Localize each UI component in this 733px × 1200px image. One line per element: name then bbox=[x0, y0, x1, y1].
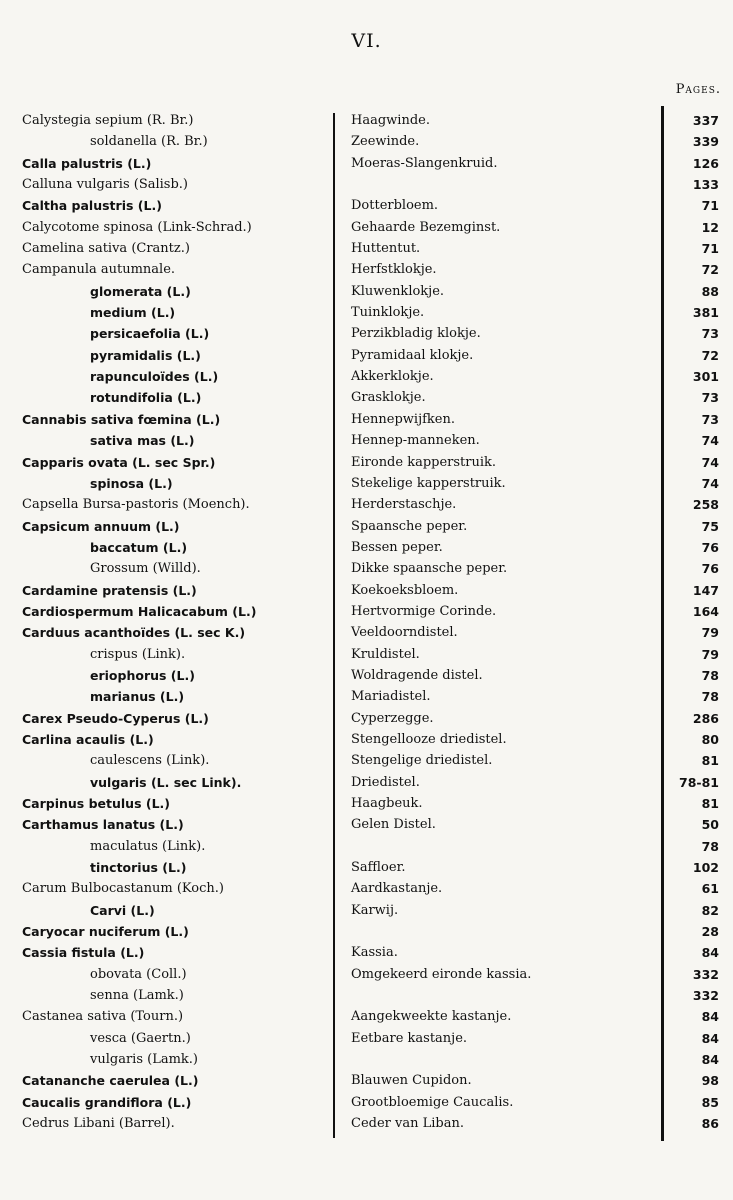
latin-name: vulgaris (Lamk.) bbox=[90, 1052, 198, 1068]
page-reference: 78 bbox=[701, 838, 719, 854]
page-reference: 72 bbox=[701, 347, 719, 363]
dutch-name: Herderstaschje. bbox=[351, 497, 457, 513]
page-reference: 73 bbox=[701, 326, 719, 342]
latin-name: vesca (Gaertn.) bbox=[90, 1030, 191, 1046]
latin-name: maculatus (Link). bbox=[90, 838, 206, 854]
index-row bbox=[0, 323, 733, 344]
page-number: VI. bbox=[351, 30, 382, 52]
dutch-name: Ceder van Liban. bbox=[351, 1116, 464, 1132]
dutch-name: Stengelige driedistel. bbox=[351, 753, 493, 769]
dutch-name: Koekoeksbloem. bbox=[351, 582, 459, 598]
dutch-name: Aardkastanje. bbox=[351, 881, 443, 897]
index-row bbox=[0, 942, 733, 963]
dutch-name: Gehaarde Bezemginst. bbox=[351, 219, 501, 235]
dutch-name: Veeldoorndistel. bbox=[351, 625, 458, 641]
dutch-name: Stekelige kapperstruik. bbox=[351, 475, 506, 491]
index-row bbox=[0, 814, 733, 835]
index-row bbox=[0, 430, 733, 451]
page-reference: 74 bbox=[701, 475, 719, 491]
latin-name: senna (Lamk.) bbox=[90, 988, 184, 1004]
page-reference: 71 bbox=[701, 241, 719, 257]
dutch-name: Blauwen Cupidon. bbox=[351, 1073, 472, 1089]
latin-name: Calystegia sepium (R. Br.) bbox=[22, 113, 194, 128]
dutch-name: Karwij. bbox=[351, 902, 399, 918]
index-row bbox=[0, 836, 733, 857]
latin-name: sativa mas (L.) bbox=[90, 433, 195, 449]
latin-name: Catananche caerulea (L.) bbox=[22, 1073, 199, 1089]
page-reference: 82 bbox=[701, 902, 719, 918]
index-row bbox=[0, 772, 733, 793]
latin-name: soldanella (R. Br.) bbox=[90, 134, 208, 150]
latin-name: medium (L.) bbox=[90, 305, 176, 321]
page-reference: 147 bbox=[692, 582, 719, 598]
page-reference: 381 bbox=[692, 305, 719, 321]
page-reference: 72 bbox=[701, 262, 719, 278]
page-reference: 98 bbox=[701, 1073, 719, 1089]
latin-name: Caucalis grandiflora (L.) bbox=[22, 1094, 192, 1110]
index-row bbox=[0, 558, 733, 579]
page-reference: 78-81 bbox=[679, 774, 719, 790]
latin-name: marianus (L.) bbox=[90, 689, 185, 705]
page-reference: 85 bbox=[701, 1094, 719, 1110]
dutch-name: Grootbloemige Caucalis. bbox=[351, 1094, 514, 1110]
latin-name: Cedrus Libani (Barrel). bbox=[22, 1116, 175, 1132]
index-row bbox=[0, 473, 733, 494]
page-reference: 88 bbox=[701, 283, 719, 299]
page-reference: 286 bbox=[692, 710, 719, 726]
latin-name: rotundifolia (L.) bbox=[90, 390, 202, 406]
latin-name: Calla palustris (L.) bbox=[22, 155, 152, 171]
index-row bbox=[0, 644, 733, 665]
index-row bbox=[0, 964, 733, 985]
latin-name: Carlina acaulis (L.) bbox=[22, 731, 154, 747]
dutch-name: Zeewinde. bbox=[351, 134, 420, 150]
index-row bbox=[0, 452, 733, 473]
index-row bbox=[0, 302, 733, 323]
dutch-name: Hennepwijfken. bbox=[351, 411, 455, 427]
latin-name: Campanula autumnale. bbox=[22, 262, 176, 278]
index-row bbox=[0, 1006, 733, 1027]
page-reference: 84 bbox=[701, 1052, 719, 1068]
index-row bbox=[0, 1113, 733, 1134]
latin-name: Capsella Bursa-pastoris (Moench). bbox=[22, 497, 250, 513]
dutch-name: Woldragende distel. bbox=[351, 667, 483, 683]
page-reference: 86 bbox=[701, 1116, 719, 1132]
dutch-name: Pyramidaal klokje. bbox=[351, 347, 474, 363]
index-row bbox=[0, 1049, 733, 1070]
index-row bbox=[0, 750, 733, 771]
latin-name: crispus (Link). bbox=[90, 646, 186, 662]
dutch-name: Haagwinde. bbox=[351, 113, 430, 128]
latin-name: baccatum (L.) bbox=[90, 539, 188, 555]
page-reference: 339 bbox=[692, 134, 719, 150]
dutch-name: Kruldistel. bbox=[351, 646, 420, 662]
index-row bbox=[0, 857, 733, 878]
page-reference: 76 bbox=[701, 539, 719, 555]
page-reference: 337 bbox=[692, 113, 719, 128]
page-reference: 50 bbox=[701, 817, 719, 833]
page-reference: 61 bbox=[701, 881, 719, 897]
index-row bbox=[0, 195, 733, 216]
dutch-name: Spaansche peper. bbox=[351, 518, 468, 534]
index-row bbox=[0, 153, 733, 174]
latin-name: Calluna vulgaris (Salisb.) bbox=[22, 177, 189, 193]
page-reference: 81 bbox=[701, 796, 719, 811]
latin-name: caulescens (Link). bbox=[90, 753, 210, 769]
dutch-name: Stengellooze driedistel. bbox=[351, 731, 507, 747]
dutch-name: Cyperzegge. bbox=[351, 710, 434, 726]
page-reference: 84 bbox=[701, 1009, 719, 1025]
page-reference: 12 bbox=[701, 219, 719, 235]
index-row bbox=[0, 366, 733, 387]
dutch-name: Driedistel. bbox=[351, 774, 420, 790]
latin-name: Capparis ovata (L. sec Spr.) bbox=[22, 454, 216, 470]
page-reference: 84 bbox=[701, 1030, 719, 1046]
page-reference: 258 bbox=[692, 497, 719, 513]
index-row bbox=[0, 921, 733, 942]
latin-name: persicaefolia (L.) bbox=[90, 326, 210, 342]
latin-name: Capsicum annuum (L.) bbox=[22, 518, 180, 534]
page-reference: 74 bbox=[701, 454, 719, 470]
dutch-name: Tuinklokje. bbox=[351, 305, 425, 321]
pages-column-header: Pages. bbox=[675, 82, 721, 97]
latin-name: Carduus acanthoïdes (L. sec K.) bbox=[22, 625, 246, 641]
latin-name: Cardiospermum Halicacabum (L.) bbox=[22, 603, 257, 619]
latin-name: Carex Pseudo-Cyperus (L.) bbox=[22, 710, 209, 726]
dutch-name: Kassia. bbox=[351, 945, 398, 961]
dutch-name: Saffloer. bbox=[351, 860, 406, 876]
dutch-name: Huttentut. bbox=[351, 241, 421, 257]
dutch-name: Akkerklokje. bbox=[351, 369, 434, 385]
latin-name: Camelina sativa (Crantz.) bbox=[22, 241, 190, 257]
index-row bbox=[0, 622, 733, 643]
index-row bbox=[0, 174, 733, 195]
latin-name: Caltha palustris (L.) bbox=[22, 198, 162, 214]
index-row bbox=[0, 1092, 733, 1113]
latin-name: Cardamine pratensis (L.) bbox=[22, 582, 197, 598]
index-row bbox=[0, 516, 733, 537]
dutch-name: Kluwenklokje. bbox=[351, 283, 445, 299]
index-row bbox=[0, 708, 733, 729]
index-row bbox=[0, 793, 733, 814]
dutch-name: Perzikbladig klokje. bbox=[351, 326, 481, 342]
page-reference: 78 bbox=[701, 689, 719, 705]
latin-name: pyramidalis (L.) bbox=[90, 347, 201, 363]
page-reference: 78 bbox=[701, 667, 719, 683]
index-row bbox=[0, 665, 733, 686]
dutch-name: Mariadistel. bbox=[351, 689, 431, 705]
latin-name: glomerata (L.) bbox=[90, 283, 191, 299]
latin-name: Cassia fistula (L.) bbox=[22, 945, 145, 961]
latin-name: obovata (Coll.) bbox=[90, 966, 187, 982]
index-row bbox=[0, 878, 733, 899]
index-row bbox=[0, 985, 733, 1006]
latin-name: Grossum (Willd). bbox=[90, 561, 201, 577]
latin-name: tinctorius (L.) bbox=[90, 860, 187, 876]
dutch-name: Eetbare kastanje. bbox=[351, 1030, 468, 1046]
page-reference: 28 bbox=[701, 924, 719, 940]
dutch-name: Dotterbloem. bbox=[351, 198, 439, 214]
plant-index-table bbox=[0, 110, 733, 1135]
page-reference: 164 bbox=[692, 603, 719, 619]
index-row bbox=[0, 580, 733, 601]
index-row bbox=[0, 345, 733, 366]
index-row bbox=[0, 131, 733, 152]
dutch-name: Hertvormige Corinde. bbox=[351, 603, 497, 619]
index-row bbox=[0, 686, 733, 707]
page-reference: 73 bbox=[701, 390, 719, 406]
index-row bbox=[0, 494, 733, 515]
page-reference: 133 bbox=[692, 177, 719, 193]
index-row bbox=[0, 409, 733, 430]
latin-name: vulgaris (L. sec Link). bbox=[90, 774, 242, 790]
dutch-name: Moeras-Slangenkruid. bbox=[351, 155, 498, 171]
latin-name: Calycotome spinosa (Link-Schrad.) bbox=[22, 219, 252, 235]
page-reference: 102 bbox=[692, 860, 719, 876]
dutch-name: Aangekweekte kastanje. bbox=[351, 1009, 512, 1025]
index-row bbox=[0, 1028, 733, 1049]
latin-name: Carvi (L.) bbox=[90, 902, 155, 918]
index-row bbox=[0, 110, 733, 131]
index-row bbox=[0, 387, 733, 408]
dutch-name: Dikke spaansche peper. bbox=[351, 561, 508, 577]
latin-name: Cannabis sativa fœmina (L.) bbox=[22, 411, 221, 427]
page-reference: 79 bbox=[701, 625, 719, 641]
index-row bbox=[0, 281, 733, 302]
index-row bbox=[0, 729, 733, 750]
page-reference: 71 bbox=[701, 198, 719, 214]
latin-name: Carpinus betulus (L.) bbox=[22, 796, 171, 811]
index-row bbox=[0, 259, 733, 280]
latin-name: Caryocar nuciferum (L.) bbox=[22, 924, 189, 940]
page-reference: 74 bbox=[701, 433, 719, 449]
index-row bbox=[0, 601, 733, 622]
index-row bbox=[0, 900, 733, 921]
dutch-name: Bessen peper. bbox=[351, 539, 443, 555]
dutch-name: Hennep-manneken. bbox=[351, 433, 480, 449]
latin-name: Castanea sativa (Tourn.) bbox=[22, 1009, 184, 1025]
dutch-name: Haagbeuk. bbox=[351, 796, 423, 811]
latin-name: eriophorus (L.) bbox=[90, 667, 195, 683]
dutch-name: Omgekeerd eironde kassia. bbox=[351, 966, 532, 982]
dutch-name: Gelen Distel. bbox=[351, 817, 436, 833]
dutch-name: Eironde kapperstruik. bbox=[351, 454, 497, 470]
page-reference: 76 bbox=[701, 561, 719, 577]
page-reference: 126 bbox=[692, 155, 719, 171]
latin-name: Carthamus lanatus (L.) bbox=[22, 817, 184, 833]
page-reference: 81 bbox=[701, 753, 719, 769]
index-row bbox=[0, 238, 733, 259]
latin-name: Carum Bulbocastanum (Koch.) bbox=[22, 881, 224, 897]
page-reference: 84 bbox=[701, 945, 719, 961]
page-reference: 73 bbox=[701, 411, 719, 427]
page-reference: 80 bbox=[701, 731, 719, 747]
index-row bbox=[0, 217, 733, 238]
latin-name: spinosa (L.) bbox=[90, 475, 173, 491]
page-reference: 332 bbox=[692, 988, 719, 1004]
index-row bbox=[0, 1070, 733, 1091]
page-reference: 75 bbox=[701, 518, 719, 534]
page-reference: 301 bbox=[692, 369, 719, 385]
page-reference: 332 bbox=[692, 966, 719, 982]
latin-name: rapunculoïdes (L.) bbox=[90, 369, 219, 385]
index-row bbox=[0, 537, 733, 558]
dutch-name: Grasklokje. bbox=[351, 390, 426, 406]
dutch-name: Herfstklokje. bbox=[351, 262, 437, 278]
page-reference: 79 bbox=[701, 646, 719, 662]
